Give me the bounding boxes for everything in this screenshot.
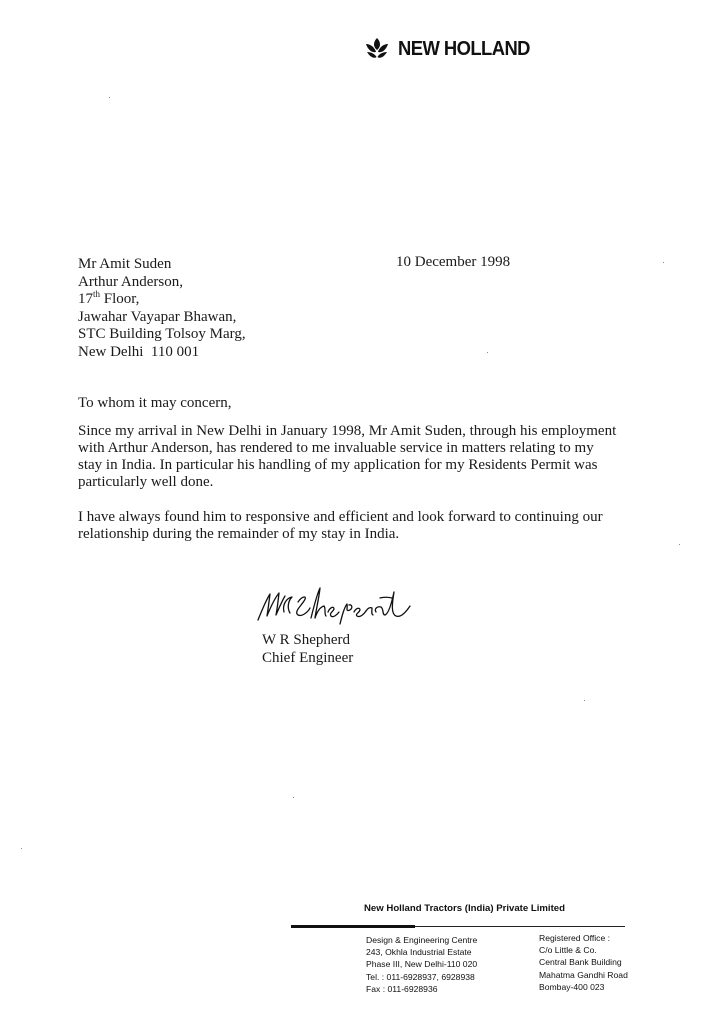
signer-name: W R Shepherd bbox=[262, 632, 351, 648]
floor-word: Floor, bbox=[100, 291, 140, 307]
footer-line: Tel. : 011-6928937, 6928938 bbox=[366, 971, 475, 982]
recipient-street: STC Building Tolsoy Marg, bbox=[78, 326, 246, 342]
handwritten-signature bbox=[254, 582, 424, 633]
footer-line: Phase III, New Delhi-110 020 bbox=[366, 959, 478, 970]
body-paragraph-1 bbox=[78, 423, 616, 491]
footer-line: C/o Little & Co. bbox=[539, 945, 597, 956]
scan-speck bbox=[584, 700, 585, 701]
salutation: To whom it may concern, bbox=[78, 395, 232, 411]
scan-speck bbox=[679, 544, 680, 545]
company-logo bbox=[364, 36, 541, 62]
recipient-building: Jawahar Vayapar Bhawan, bbox=[78, 308, 237, 325]
paragraph-line: stay in India. In particular his handling of my application for my Residents Permit was bbox=[78, 457, 598, 473]
scan-speck bbox=[109, 97, 110, 98]
footer-registered-office bbox=[539, 932, 628, 993]
scan-speck bbox=[487, 352, 488, 353]
signer-block bbox=[262, 632, 353, 668]
recipient-name: Mr Amit Suden bbox=[78, 256, 172, 272]
floor-number: 17 bbox=[78, 291, 93, 307]
scan-speck bbox=[663, 262, 664, 263]
footer-line: Mahatma Gandhi Road bbox=[539, 969, 628, 980]
new-holland-leaf-icon bbox=[364, 36, 390, 62]
letter-date: 10 December 1998 bbox=[396, 254, 511, 270]
footer-line: Registered Office : bbox=[539, 933, 611, 943]
footer-line: Fax : 011-6928936 bbox=[366, 983, 438, 994]
paragraph-line: I have always found him to responsive and efficient and look forward to continuing our bbox=[78, 509, 603, 525]
footer-line: Design & Engineering Centre bbox=[366, 935, 478, 945]
recipient-address bbox=[78, 256, 246, 361]
footer-divider-thick bbox=[291, 925, 415, 928]
scan-speck bbox=[293, 797, 294, 798]
recipient-city: New Delhi 110 001 bbox=[78, 343, 200, 360]
footer-line: Central Bank Building bbox=[539, 957, 622, 968]
footer-design-centre bbox=[366, 934, 477, 995]
paragraph-line: Since my arrival in New Delhi in January 1998, Mr Amit Suden, through his employment bbox=[78, 423, 617, 439]
footer-line: Bombay-400 023 bbox=[539, 981, 605, 992]
paragraph-line: particularly well done. bbox=[78, 474, 214, 490]
paragraph-line: relationship during the remainder of my stay in India. bbox=[78, 526, 400, 542]
recipient-company: Arthur Anderson, bbox=[78, 273, 183, 290]
signer-title: Chief Engineer bbox=[262, 650, 354, 666]
footer-company-name: New Holland Tractors (India) Private Limited bbox=[364, 903, 565, 914]
footer-divider-thin bbox=[415, 926, 625, 927]
body-paragraph-2 bbox=[78, 509, 603, 543]
logo-wordmark: NEW HOLLAND bbox=[398, 37, 530, 60]
recipient-floor bbox=[78, 291, 246, 309]
floor-suffix: th bbox=[93, 289, 101, 299]
scan-speck bbox=[21, 848, 22, 849]
footer-line: 243, Okhla Industrial Estate bbox=[366, 947, 472, 958]
paragraph-line: with Arthur Anderson, has rendered to me invaluable service in matters relating to my bbox=[78, 440, 594, 456]
